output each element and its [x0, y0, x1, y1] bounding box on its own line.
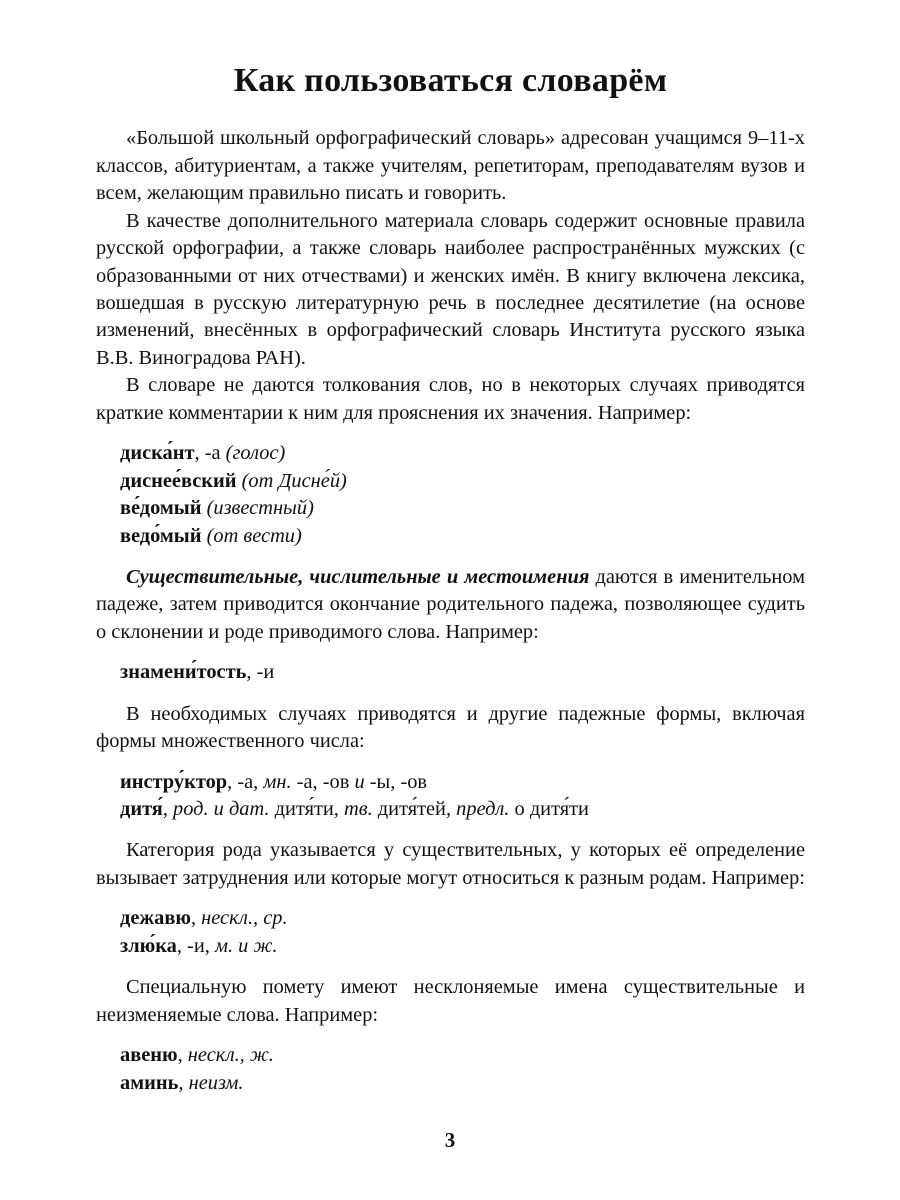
- entry-headword: диснее́вский: [120, 469, 237, 492]
- entry-headword: диска́нт: [120, 442, 195, 465]
- entry-label: предл.: [456, 798, 510, 821]
- entry-grammar-plain: дитя́тей,: [372, 798, 457, 821]
- comments-paragraph: В словаре не даются толкования слов, но в некоторых случаях приводятся краткие комментарии к ним для прояснения их значения. Например:: [96, 374, 805, 424]
- intro-paragraph: «Большой школьный орфографический словарь» адресован учащимся 9–11-х классов, абитуриентам, а также учителям, репетиторам, преподавателям вузов и всем, желающим правильно писать и говорить.: [96, 127, 805, 205]
- example-block-gender: [96, 905, 805, 960]
- dictionary-entry: [120, 468, 805, 495]
- dictionary-entry: [120, 659, 805, 686]
- entry-headword: инстру́ктор: [120, 770, 228, 793]
- additional-material-paragraph: В качестве дополнительного материала словарь содержит основные правила русской орфографии, а также словарь наиболее распространённых мужских (с образованными от них отчествами) и женских имён. В книгу включена лексика, вошедшая в русскую литературную речь в последнее десятилетие (на основе изменений, внесённых в орфографический словарь Института русского языка В.В. Виноградова РАН).: [96, 209, 805, 369]
- entry-grammar-plain: , -и,: [176, 934, 215, 957]
- entry-grammar-plain: , -и: [246, 661, 275, 684]
- page-content: [96, 62, 805, 1111]
- entry-headword: дежавю: [120, 907, 191, 930]
- entry-label: неизм.: [188, 1071, 244, 1094]
- gender-category-paragraph: Категория рода указывается у существительных, у которых её определение вызывает затруднения или которые могут относиться к разным родам. Например:: [96, 839, 805, 889]
- entry-grammar-plain: , -а: [194, 442, 226, 465]
- dictionary-entry: [120, 796, 805, 823]
- entry-headword: ве́домый: [120, 497, 202, 520]
- entry-grammar-plain: ,: [190, 907, 202, 930]
- entry-label: и: [354, 770, 365, 793]
- nouns-numerals-pronouns-paragraph: [96, 564, 805, 646]
- dictionary-entry: [120, 769, 805, 796]
- example-block-indeclinable: [96, 1042, 805, 1097]
- dictionary-entry: [120, 1042, 805, 1069]
- entry-label: род. и дат.: [173, 798, 270, 821]
- entry-gloss: (от вести): [206, 524, 302, 547]
- indeclinable-paragraph: Специальную помету имеют несклоняемые имена существительные и неизменяемые слова. Например:: [96, 976, 805, 1026]
- part-of-speech-rest: даются в именительном падеже, затем приводится окончание родительного падежа, позволяющее судить о склонении и роде приводимого слова. Например:: [96, 565, 805, 643]
- entry-gloss: (известный): [206, 497, 314, 520]
- entry-grammar-plain: дитя́ти,: [269, 798, 344, 821]
- example-block-genitive: [96, 659, 805, 686]
- example-block-case-forms: [96, 769, 805, 824]
- entry-grammar-plain: , -а,: [227, 770, 264, 793]
- entry-label: тв.: [344, 798, 373, 821]
- part-of-speech-lead: Существительные, числительные и местоимения: [126, 565, 590, 588]
- dictionary-entry: [120, 933, 805, 960]
- entry-label: мн.: [263, 770, 292, 793]
- entry-headword: дитя́: [120, 798, 163, 821]
- entry-headword: знамени́тость: [120, 661, 247, 684]
- entry-label: нескл., ср.: [201, 907, 288, 930]
- dictionary-entry: [120, 495, 805, 522]
- entry-grammar-plain: -а, -ов: [291, 770, 355, 793]
- entry-grammar-plain: о дитя́ти: [509, 798, 589, 821]
- entry-gloss: (голос): [225, 442, 286, 465]
- entry-headword: ведо́мый: [120, 524, 202, 547]
- entry-grammar-plain: ,: [177, 1044, 188, 1067]
- entry-grammar-plain: ,: [178, 1071, 189, 1094]
- entry-grammar-plain: ,: [162, 798, 174, 821]
- case-forms-paragraph: В необходимых случаях приводятся и другие падежные формы, включая формы множественного числа:: [96, 702, 805, 753]
- page-title: Как пользоваться словарём: [233, 62, 668, 99]
- entry-label: м. и ж.: [214, 934, 278, 957]
- dictionary-entry: [120, 1070, 805, 1097]
- dictionary-entry: [120, 523, 805, 550]
- dictionary-entry: [120, 905, 805, 932]
- example-block-comments: [96, 440, 805, 550]
- dictionary-entry: [120, 440, 805, 467]
- entry-headword: авеню: [120, 1044, 178, 1067]
- page-number: 3: [444, 1128, 456, 1152]
- entry-label: нескл., ж.: [187, 1044, 274, 1067]
- entry-grammar-plain: -ы, -ов: [364, 770, 428, 793]
- entry-headword: злю́ка: [120, 934, 177, 957]
- entry-headword: аминь: [120, 1071, 179, 1094]
- entry-gloss: (от Дисне́й): [241, 469, 347, 492]
